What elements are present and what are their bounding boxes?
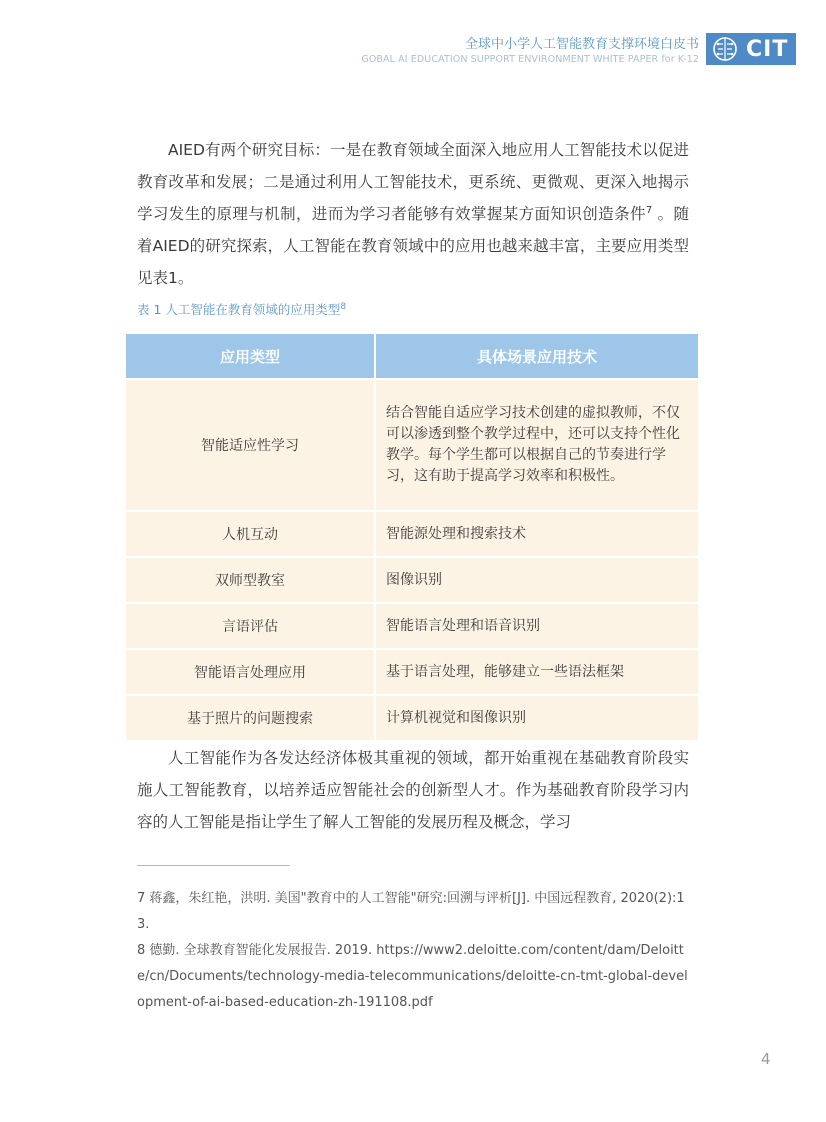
- cell-technology: 图像识别: [376, 558, 698, 602]
- cell-type: 人机互动: [126, 512, 376, 556]
- cit-logo: [706, 33, 796, 65]
- page-number: 4: [761, 1050, 771, 1068]
- logo-text: CIT: [746, 36, 789, 62]
- footnote-7: 7 蒋鑫，朱红艳，洪明. 美国"教育中的人工智能"研究:回溯与评析[J]. 中国远程教育, 2020(2):13.: [137, 891, 685, 932]
- footnote-divider: [137, 865, 290, 866]
- table-row: [126, 604, 698, 648]
- intro-text-b: 。随着AIED的研究探索，人工智能在教育领域中的应用也越来越丰富，主要应用类型见表1。: [137, 205, 689, 287]
- footnote-ref-7[interactable]: 7: [645, 204, 653, 216]
- table-row: [126, 558, 698, 602]
- table-caption-text: 表 1 人工智能在教育领域的应用类型: [137, 302, 341, 317]
- cell-type: 智能语言处理应用: [126, 650, 376, 694]
- cell-technology: 基于语言处理，能够建立一些语法框架: [376, 650, 698, 694]
- cell-technology: 结合智能自适应学习技术创建的虚拟教师，不仅可以渗透到整个教学过程中，还可以支持个性化教学。每个学生都可以根据自己的节奏进行学习，这有助于提高学习效率和积极性。: [376, 380, 698, 510]
- intro-paragraph: [137, 134, 689, 294]
- intro-text-a: AIED有两个研究目标：一是在教育领域全面深入地应用人工智能技术以促进教育改革和发展；二是通过利用人工智能技术，更系统、更微观、更深入地揭示学习发生的原理与机制，进而为学习者能够有效掌握某方面知识创造条件: [137, 141, 689, 223]
- cell-technology: 智能语言处理和语音识别: [376, 604, 698, 648]
- application-types-table: [126, 332, 698, 742]
- table-header-row: [126, 334, 698, 378]
- cell-type: 智能适应性学习: [126, 380, 376, 510]
- footnote-8[interactable]: 8 德勤. 全球教育智能化发展报告. 2019. https://www2.deloitte.com/content/dam/Deloitte/cn/Documents/technology-media-telecommunications/deloitte-cn-tmt-global-development-of-ai-based-education-zh-191108.pdf: [137, 943, 688, 1010]
- table-caption: [137, 300, 346, 318]
- table-row: [126, 512, 698, 556]
- header-application-type: 应用类型: [126, 334, 376, 378]
- table-row: [126, 380, 698, 510]
- footnote-ref-8[interactable]: 8: [340, 301, 347, 312]
- header-subtitle: GOBAL AI EDUCATION SUPPORT ENVIRONMENT WHITE PAPER for K-12: [361, 54, 699, 65]
- cell-type: 言语评估: [126, 604, 376, 648]
- brain-circuit-icon: [710, 34, 740, 64]
- cell-technology: 计算机视觉和图像识别: [376, 696, 698, 740]
- header-title: 全球中小学人工智能教育支撑环境白皮书: [464, 37, 699, 52]
- cell-type: 双师型教室: [126, 558, 376, 602]
- cell-technology: 智能源处理和搜索技术: [376, 512, 698, 556]
- footnotes: [137, 886, 692, 1016]
- table-row: [126, 650, 698, 694]
- table-row: [126, 696, 698, 740]
- body-paragraph: 人工智能作为各发达经济体极其重视的领域，都开始重视在基础教育阶段实施人工智能教育，以培养适应智能社会的创新型人才。作为基础教育阶段学习内容的人工智能是指让学生了解人工智能的发展历程及概念，学习: [137, 749, 689, 831]
- header-scenario-technology: 具体场景应用技术: [376, 334, 698, 378]
- cell-type: 基于照片的问题搜索: [126, 696, 376, 740]
